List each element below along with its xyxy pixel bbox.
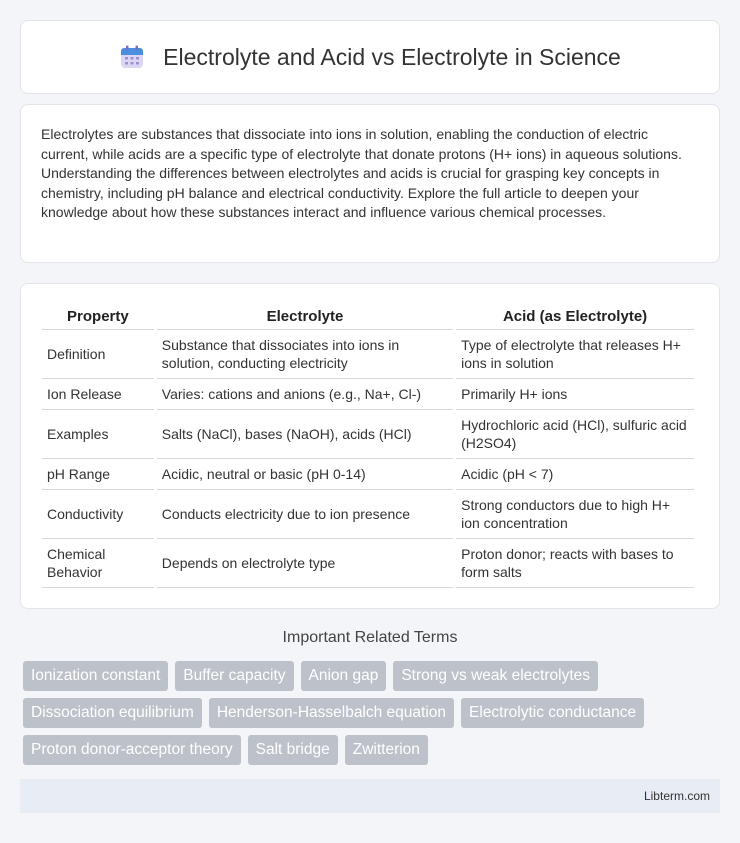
- related-term-tag[interactable]: Electrolytic conductance: [461, 698, 644, 728]
- table-cell: Acidic, neutral or basic (pH 0-14): [157, 459, 453, 490]
- page-title: Electrolyte and Acid vs Electrolyte in Science: [163, 43, 621, 70]
- related-term-tag[interactable]: Dissociation equilibrium: [23, 698, 202, 728]
- related-term-tag[interactable]: Ionization constant: [23, 661, 168, 691]
- table-row: [42, 490, 694, 539]
- related-term-tag[interactable]: Strong vs weak electrolytes: [393, 661, 598, 691]
- intro-card: [20, 104, 720, 263]
- table-header-row: [42, 302, 694, 330]
- column-header-electrolyte: Electrolyte: [157, 302, 453, 330]
- intro-paragraph: Electrolytes are substances that dissociate into ions in solution, enabling the conduction of electric current, while acids are a specific type of electrolyte that donate protons (H+ ions) in aqueous solutions. Understanding the differences between electrolytes and acids is crucial for grasping key concepts in chemistry, including pH balance and electrical conductivity. Explore the full article to deepen your knowledge about how these substances interact and influence various chemical processes.: [41, 126, 682, 220]
- related-term-tag[interactable]: Zwitterion: [345, 735, 428, 765]
- table-cell: Definition: [42, 330, 154, 379]
- tag-row: [23, 735, 723, 765]
- footer: [20, 779, 720, 813]
- table-cell: Hydrochloric acid (HCl), sulfuric acid (H2SO4): [456, 410, 694, 459]
- table-cell: Type of electrolyte that releases H+ ions in solution: [456, 330, 694, 379]
- header-card: [20, 20, 720, 94]
- comparison-table: [39, 302, 697, 588]
- table-row: [42, 539, 694, 588]
- table-cell: Chemical Behavior: [42, 539, 154, 588]
- table-cell: Conductivity: [42, 490, 154, 539]
- table-cell: pH Range: [42, 459, 154, 490]
- table-cell: Varies: cations and anions (e.g., Na+, Cl-): [157, 379, 453, 410]
- related-terms-heading: Important Related Terms: [282, 629, 458, 646]
- table-cell: Primarily H+ ions: [456, 379, 694, 410]
- tag-row: [23, 698, 723, 728]
- table-cell: Ion Release: [42, 379, 154, 410]
- column-header-property: Property: [42, 302, 154, 330]
- column-header-acid: Acid (as Electrolyte): [456, 302, 694, 330]
- table-cell: Conducts electricity due to ion presence: [157, 490, 453, 539]
- table-cell: Proton donor; reacts with bases to form salts: [456, 539, 694, 588]
- related-term-tag[interactable]: Proton donor-acceptor theory: [23, 735, 241, 765]
- table-cell: Depends on electrolyte type: [157, 539, 453, 588]
- related-terms-list: [23, 661, 723, 772]
- comparison-table-card: [20, 283, 720, 609]
- footer-site-link[interactable]: Libterm.com: [643, 789, 710, 803]
- related-term-tag[interactable]: Buffer capacity: [175, 661, 293, 691]
- table-cell: Acidic (pH < 7): [456, 459, 694, 490]
- table-cell: Examples: [42, 410, 154, 459]
- table-cell: Salts (NaCl), bases (NaOH), acids (HCl): [157, 410, 453, 459]
- related-term-tag[interactable]: Salt bridge: [248, 735, 338, 765]
- table-row: [42, 379, 694, 410]
- table-cell: Strong conductors due to high H+ ion concentration: [456, 490, 694, 539]
- table-row: [42, 410, 694, 459]
- table-row: [42, 330, 694, 379]
- table-row: [42, 459, 694, 490]
- table-cell: Substance that dissociates into ions in solution, conducting electricity: [157, 330, 453, 379]
- related-term-tag[interactable]: Anion gap: [301, 661, 387, 691]
- related-term-tag[interactable]: Henderson-Hasselbalch equation: [209, 698, 454, 728]
- tag-row: [23, 661, 723, 691]
- calendar-icon: [119, 44, 145, 70]
